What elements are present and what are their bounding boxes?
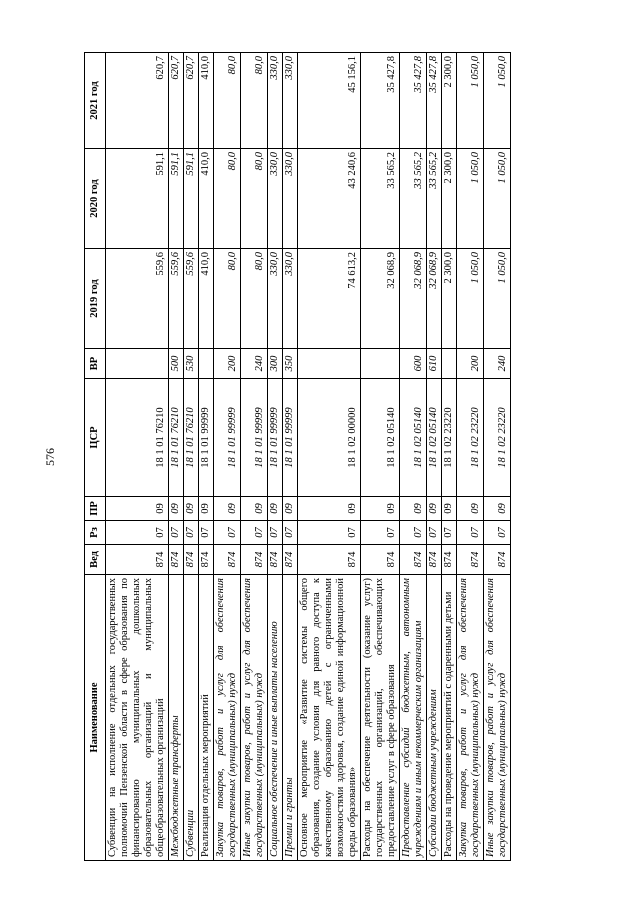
- table-row: [442, 53, 457, 861]
- cell-2021: 410,0: [199, 53, 214, 149]
- header-name: Наименование: [85, 575, 106, 861]
- cell-csr: 18 1 02 05140: [427, 379, 442, 497]
- table-row: [106, 53, 169, 861]
- cell-pr: 09: [214, 497, 241, 521]
- table-row: [268, 53, 283, 861]
- cell-pr: 09: [241, 497, 268, 521]
- cell-name: Расходы на проведение мероприятий с одаренными детьми: [442, 575, 457, 861]
- cell-2021: 620,7: [169, 53, 184, 149]
- cell-vr: 200: [457, 349, 484, 379]
- table-container: [84, 53, 555, 861]
- cell-csr: 18 1 01 76210: [106, 379, 169, 497]
- cell-2019: 1 050,0: [457, 249, 484, 349]
- cell-ved: 874: [361, 545, 400, 575]
- cell-vr: [199, 349, 214, 379]
- cell-pr: 09: [361, 497, 400, 521]
- cell-2019: 559,6: [184, 249, 199, 349]
- cell-2021: 80,0: [241, 53, 268, 149]
- table-header-row: [85, 53, 106, 861]
- cell-vr: 240: [241, 349, 268, 379]
- table-row: [427, 53, 442, 861]
- cell-vr: 240: [484, 349, 511, 379]
- cell-2019: 32 068,9: [400, 249, 427, 349]
- cell-2019: 330,0: [283, 249, 298, 349]
- cell-2021: 620,7: [184, 53, 199, 149]
- cell-csr: 18 1 02 23220: [457, 379, 484, 497]
- cell-vr: [442, 349, 457, 379]
- cell-2020: 80,0: [214, 149, 241, 249]
- rotated-page-content: [84, 53, 555, 861]
- cell-pr: 09: [457, 497, 484, 521]
- table-row: [484, 53, 511, 861]
- cell-2020: 80,0: [241, 149, 268, 249]
- cell-2019: 2 300,0: [442, 249, 457, 349]
- cell-name: Предоставление субсидий бюджетным, автономным учреждениям и иным некоммерческим организациям: [400, 575, 427, 861]
- cell-name: Расходы на обеспечение деятельности (оказание услуг) государственных организаций, обеспечивающих предоставление услуг в сфере образования: [361, 575, 400, 861]
- cell-pr: 09: [268, 497, 283, 521]
- cell-name: Премии и гранты: [283, 575, 298, 861]
- cell-ved: 874: [106, 545, 169, 575]
- cell-ved: 874: [184, 545, 199, 575]
- cell-pr: 09: [283, 497, 298, 521]
- cell-2020: 1 050,0: [457, 149, 484, 249]
- cell-2020: 33 565,2: [361, 149, 400, 249]
- cell-2020: 330,0: [283, 149, 298, 249]
- cell-ved: 874: [442, 545, 457, 575]
- cell-2019: 559,6: [169, 249, 184, 349]
- cell-csr: 18 1 01 99999: [214, 379, 241, 497]
- cell-ved: 874: [214, 545, 241, 575]
- cell-2021: 45 156,1: [298, 53, 361, 149]
- cell-vr: 530: [184, 349, 199, 379]
- table-row: [169, 53, 184, 861]
- cell-rz: 07: [283, 521, 298, 545]
- cell-2021: 330,0: [268, 53, 283, 149]
- cell-rz: 07: [361, 521, 400, 545]
- cell-ved: 874: [484, 545, 511, 575]
- cell-2020: 33 565,2: [400, 149, 427, 249]
- cell-rz: 07: [484, 521, 511, 545]
- cell-2020: 591,1: [106, 149, 169, 249]
- cell-name: Социальное обеспечение и иные выплаты населению: [268, 575, 283, 861]
- header-ved: Вед: [85, 545, 106, 575]
- cell-pr: 09: [484, 497, 511, 521]
- cell-vr: 200: [214, 349, 241, 379]
- cell-pr: 09: [400, 497, 427, 521]
- cell-2020: 33 565,2: [427, 149, 442, 249]
- cell-2020: 591,1: [184, 149, 199, 249]
- cell-csr: 18 1 01 76210: [169, 379, 184, 497]
- header-2019: 2019 год: [85, 249, 106, 349]
- cell-2021: 35 427,8: [361, 53, 400, 149]
- cell-2021: 1 050,0: [484, 53, 511, 149]
- cell-vr: 300: [268, 349, 283, 379]
- cell-vr: [106, 349, 169, 379]
- cell-pr: 09: [427, 497, 442, 521]
- table-row: [283, 53, 298, 861]
- cell-2019: 80,0: [214, 249, 241, 349]
- cell-rz: 07: [214, 521, 241, 545]
- cell-csr: 18 1 01 76210: [184, 379, 199, 497]
- cell-csr: 18 1 01 99999: [241, 379, 268, 497]
- cell-ved: 874: [400, 545, 427, 575]
- table-row: [457, 53, 484, 861]
- cell-2020: 1 050,0: [484, 149, 511, 249]
- cell-pr: 09: [442, 497, 457, 521]
- table-row: [184, 53, 199, 861]
- header-pr: ПР: [85, 497, 106, 521]
- cell-ved: 874: [298, 545, 361, 575]
- page-number: 576: [43, 448, 57, 466]
- cell-pr: 09: [169, 497, 184, 521]
- cell-2021: 35 427,8: [427, 53, 442, 149]
- cell-name: Закупка товаров, работ и услуг для обеспечения государственных (муниципальных) нужд: [457, 575, 484, 861]
- cell-ved: 874: [169, 545, 184, 575]
- header-2020: 2020 год: [85, 149, 106, 249]
- cell-2020: 591,1: [169, 149, 184, 249]
- cell-ved: 874: [199, 545, 214, 575]
- cell-name: Иные закупки товаров, работ и услуг для обеспечения государственных (муниципальных) нужд: [241, 575, 268, 861]
- cell-ved: 874: [427, 545, 442, 575]
- table-row: [361, 53, 400, 861]
- cell-2021: 35 427,8: [400, 53, 427, 149]
- cell-2019: 32 068,9: [361, 249, 400, 349]
- cell-2020: 410,0: [199, 149, 214, 249]
- cell-2020: 43 240,6: [298, 149, 361, 249]
- cell-name: Реализация отдельных мероприятий: [199, 575, 214, 861]
- table-row: [298, 53, 361, 861]
- cell-ved: 874: [283, 545, 298, 575]
- cell-rz: 07: [298, 521, 361, 545]
- table-row: [241, 53, 268, 861]
- cell-rz: 07: [199, 521, 214, 545]
- cell-name: Субсидии бюджетным учреждениям: [427, 575, 442, 861]
- cell-csr: 18 1 02 05140: [400, 379, 427, 497]
- cell-2019: 1 050,0: [484, 249, 511, 349]
- cell-2019: 80,0: [241, 249, 268, 349]
- cell-csr: 18 1 01 99999: [283, 379, 298, 497]
- cell-rz: 07: [184, 521, 199, 545]
- cell-name: Основное мероприятие «Развитие системы общего образования, создание условия для равного доступа к качественному образованию детей с ограниченными возможностями здоровья, создание единой информационной среды образования»: [298, 575, 361, 861]
- cell-ved: 874: [268, 545, 283, 575]
- cell-rz: 07: [400, 521, 427, 545]
- cell-vr: 350: [283, 349, 298, 379]
- cell-pr: 09: [298, 497, 361, 521]
- cell-2019: 410,0: [199, 249, 214, 349]
- cell-rz: 07: [457, 521, 484, 545]
- header-2021: 2021 год: [85, 53, 106, 149]
- cell-vr: 610: [427, 349, 442, 379]
- header-csr: ЦСР: [85, 379, 106, 497]
- cell-vr: 500: [169, 349, 184, 379]
- cell-2020: 330,0: [268, 149, 283, 249]
- cell-rz: 07: [427, 521, 442, 545]
- cell-pr: 09: [106, 497, 169, 521]
- cell-2019: 330,0: [268, 249, 283, 349]
- cell-csr: 18 1 01 99999: [268, 379, 283, 497]
- cell-2019: 559,6: [106, 249, 169, 349]
- cell-2021: 80,0: [214, 53, 241, 149]
- cell-name: Субвенции на исполнение отдельных государственных полномочий Пензенской области в сфере образования по финансированию муниципальных дошкольных образовательных организаций и муниципальных общеобразовательных организаций: [106, 575, 169, 861]
- cell-csr: 18 1 02 23220: [442, 379, 457, 497]
- cell-name: Иные закупки товаров, работ и услуг для обеспечения государственных (муниципальных) нужд: [484, 575, 511, 861]
- cell-vr: [361, 349, 400, 379]
- header-rz: Рз: [85, 521, 106, 545]
- cell-2020: 2 300,0: [442, 149, 457, 249]
- cell-vr: [298, 349, 361, 379]
- header-vr: ВР: [85, 349, 106, 379]
- cell-vr: 600: [400, 349, 427, 379]
- cell-2021: 1 050,0: [457, 53, 484, 149]
- table-body: [106, 53, 511, 861]
- cell-rz: 07: [106, 521, 169, 545]
- cell-ved: 874: [241, 545, 268, 575]
- cell-pr: 09: [184, 497, 199, 521]
- cell-csr: 18 1 02 23220: [484, 379, 511, 497]
- budget-table: [84, 52, 511, 861]
- cell-ved: 874: [457, 545, 484, 575]
- cell-2019: 74 613,2: [298, 249, 361, 349]
- cell-pr: 09: [199, 497, 214, 521]
- table-row: [199, 53, 214, 861]
- cell-csr: 18 1 02 00000: [298, 379, 361, 497]
- cell-name: Закупка товаров, работ и услуг для обеспечения государственных (муниципальных) нужд: [214, 575, 241, 861]
- cell-2021: 330,0: [283, 53, 298, 149]
- table-row: [400, 53, 427, 861]
- cell-2021: 620,7: [106, 53, 169, 149]
- cell-rz: 07: [169, 521, 184, 545]
- cell-rz: 07: [442, 521, 457, 545]
- cell-2019: 32 068,9: [427, 249, 442, 349]
- cell-rz: 07: [268, 521, 283, 545]
- cell-csr: 18 1 01 99999: [199, 379, 214, 497]
- cell-2021: 2 300,0: [442, 53, 457, 149]
- table-row: [214, 53, 241, 861]
- cell-rz: 07: [241, 521, 268, 545]
- cell-name: Межбюджетные трансферты: [169, 575, 184, 861]
- cell-csr: 18 1 02 05140: [361, 379, 400, 497]
- cell-name: Субвенции: [184, 575, 199, 861]
